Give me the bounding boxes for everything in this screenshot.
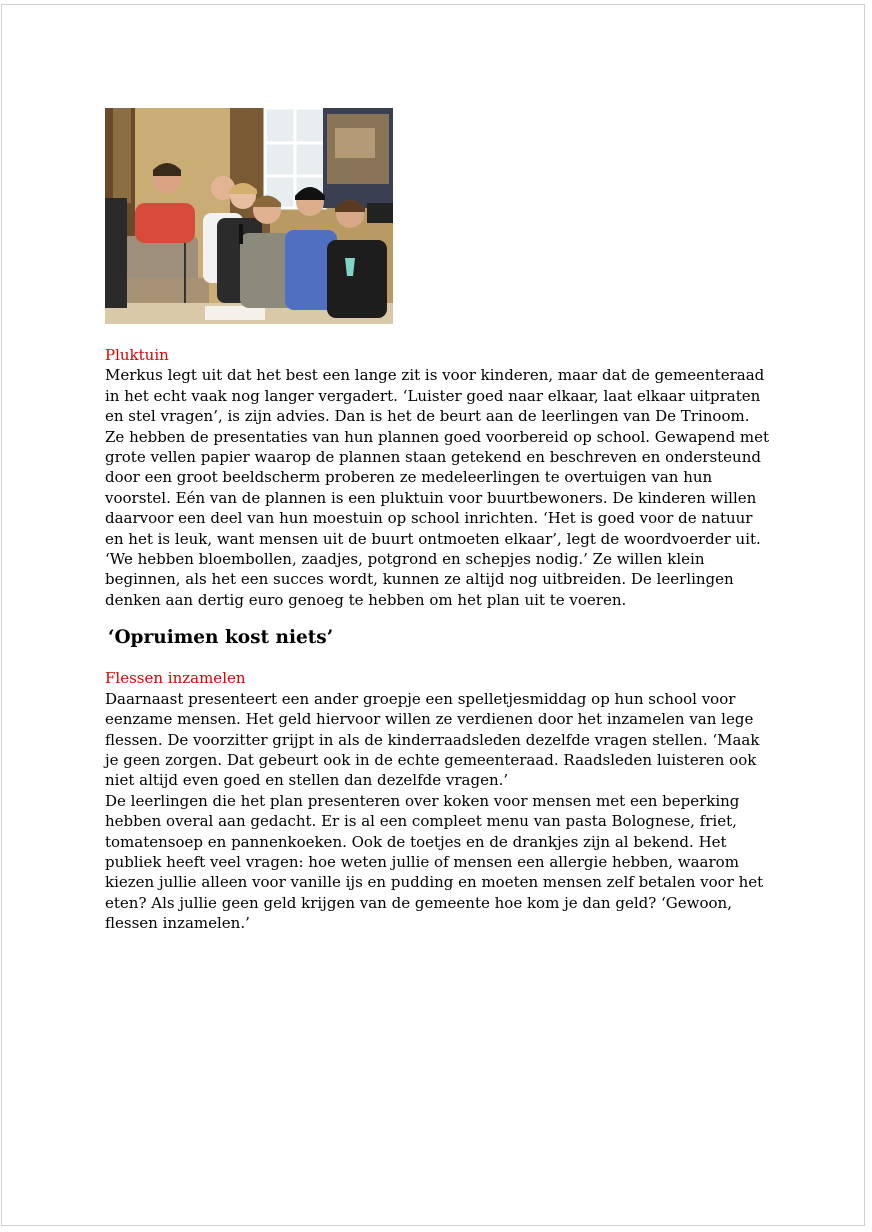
paragraph-koken: De leerlingen die het plan presenteren over koken voor mensen met een beperking hebben overal aan gedacht. Er is al een compleet menu van pasta Bolognese, friet, tomatensoep en pannenkoeken. Ook de toetjes en de drankjes zijn al bekend. Het publiek heeft veel vragen: hoe weten jullie of mensen een allergie hebben, waarom kiezen jullie alleen voor vanille ijs en pudding en moeten mensen zelf betalen voor het eten? Als jullie geen geld krijgen van de gemeente hoe kom je dan geld? ‘Gewoon, flessen inzamelen.’ <box>105 791 764 933</box>
article-photo <box>105 108 393 324</box>
subhead-pluktuin: Pluktuin <box>105 346 169 364</box>
photo-illustration <box>105 108 393 324</box>
paragraph-spelletjesmiddag: Daarnaast presenteert een ander groepje een spelletjesmiddag op hun school voor eenzame mensen. Het geld hiervoor willen ze verdienen door het inzamelen van lege flessen. De voorzitter grijpt in als de kinderraadsleden dezelfde vragen stellen. ‘Maak je geen zorgen. Dat gebeurt ook in de echte gemeenteraad. Raadsleden luisteren ook niet altijd even goed en stellen dan dezelfde vragen.’ <box>105 689 760 790</box>
section-heading: ‘Opruimen kost niets’ <box>108 627 334 649</box>
subhead-flessen-inzamelen: Flessen inzamelen <box>105 669 246 688</box>
article-body <box>105 345 770 934</box>
paragraph-pluktuin: Merkus legt uit dat het best een lange zit is voor kinderen, maar dat de gemeenteraad in het echt vaak nog langer vergadert. ‘Luister goed naar elkaar, laat elkaar uitpraten en stel vragen’, is zijn advies. Dan is het de beurt aan de leerlingen van De Trinoom. Ze hebben de presentaties van hun plannen goed voorbereid op school. Gewapend met grote vellen papier waarop de plannen staan getekend en beschreven en ondersteund door een groot beeldscherm proberen ze medeleerlingen te overtuigen van hun voorstel. Eén van de plannen is een pluktuin voor buurtbewoners. De kinderen willen daarvoor een deel van hun moestuin op school inrichten. ‘Het is goed voor de natuur en het is leuk, want mensen uit de buurt ontmoeten elkaar’, legt de woordvoerder uit. ‘We hebben bloembollen, zaadjes, potgrond en schepjes nodig.’ Ze willen klein beginnen, als het een succes wordt, kunnen ze altijd nog uitbreiden. De leerlingen denken aan dertig euro genoeg te hebben om het plan uit te voeren. <box>105 366 770 609</box>
